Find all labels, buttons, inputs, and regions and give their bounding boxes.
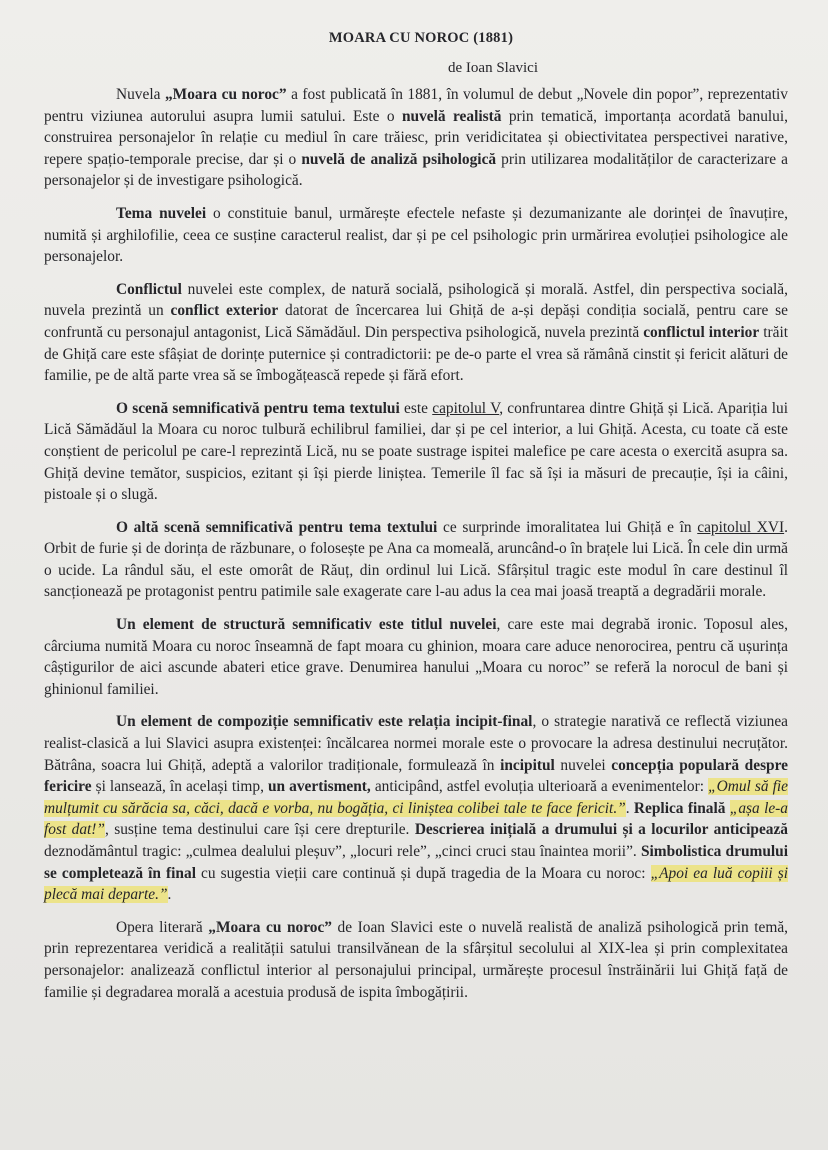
paragraph-scene-2 xyxy=(44,517,788,603)
bold-text: Descrierea inițială a drumului și a locurilor anticipează xyxy=(414,821,788,839)
paragraph-conclusion xyxy=(44,917,788,1003)
bold-text: Replica finală xyxy=(633,799,726,817)
bold-text: Simbolistica drumului se completează în final xyxy=(44,843,788,882)
text: nuvelei este complex, de natură socială, psihologică și morală. Astfel, din perspectiva socială, nuvela prezintă un xyxy=(44,280,788,320)
bold-text: nuvelă de analiză psihologică xyxy=(301,150,497,168)
highlighted-quote: „așa le-a fost dat!” xyxy=(44,799,788,839)
bold-text: conflict exterior xyxy=(170,302,279,320)
text: nuvelei xyxy=(554,756,612,774)
text: cu sugestia vieții care continuă și după tragedia de la Moara cu noroc: xyxy=(195,864,651,882)
underlined-text: capitolul XVI xyxy=(697,518,785,536)
text: , susține tema destinului care își cere drepturile. xyxy=(104,821,415,839)
text: prin tematică, importanța acordată banului, construirea personajelor în relație cu mediul în care trăiesc, prin veridicitatea și obiectivitatea perspectivei narative, repere spațio-temporale precise, dar și o xyxy=(44,107,789,168)
paragraph-conflict xyxy=(44,279,788,387)
text: o constituie banul, urmărește efectele nefaste și dezumanizante ale dorinței de înavuțire, numită și arghilofilie, ceea ce susține caracterul realist, dar și pe cel psihologic prin urmărirea evoluției psihologice ale personajelor. xyxy=(44,204,788,266)
text: . Orbit de furie și de dorința de răzbunare, o folosește pe Ana ca momeală, aruncând-o în brațele lui Lică. În cele din urmă o ucide. La rândul său, el este omorât de Răuț, din ordinul lui Lică. Sfârșitul tragic este modul în care destinul îl sancționează pe protagonist pentru patimile sale exagerate care l-au adus la cea mai joasă treaptă a degradării morale. xyxy=(44,518,788,601)
text: , care este mai degrabă ironic. Toposul ales, cârciuma numită Moara cu noroc înseamnă de fapt moara cu ghinion, moara care aduce nenorocirea, pentru că ușurința câștigurilor de aici ascunde abateri etice grave. Denumirea hanului „Moara cu noroc” se referă la norocul de bani și ghinionul familiei. xyxy=(44,616,788,698)
bold-text: un avertisment, xyxy=(267,778,371,796)
text: , o strategie narativă ce reflectă viziunea realist-clasică a lui Slavici asupra existenței: încălcarea normei morale este o provocare la adresa destinului necruțător. Bătrâna, soacra lui Ghiță, adeptă a valorilor tradiționale, formulează în xyxy=(44,713,788,774)
text: trăit de Ghiță care este sfâșiat de dorințe puternice și contradictorii: pe de-o parte el vrea să rămână cinstit și fericit alături de familie, pe de altă parte vrea să se îmbogățească repede și fără efort. xyxy=(44,323,788,385)
bold-text: conflictul interior xyxy=(643,323,760,341)
paragraph-intro xyxy=(44,84,788,192)
text: a fost publicată în 1881, în volumul de debut „Novele din popor”, reprezentativ pentru viziunea autorului asupra lumii satului. Este o xyxy=(44,86,788,125)
bold-text: O scenă semnificativă pentru tema textului xyxy=(116,399,400,417)
bold-text: O altă scenă semnificativă pentru tema textului xyxy=(116,518,438,536)
document-title: MOARA CU NOROC (1881) xyxy=(328,30,514,46)
text: . xyxy=(625,799,634,817)
text: și lansează, în același timp, xyxy=(91,778,268,796)
text: . xyxy=(167,886,172,904)
bold-text: Un element de compoziție semnificativ este relația incipit-final xyxy=(116,713,533,731)
highlighted-quote: „Omul să fie mulțumit cu sărăcia sa, căci, dacă e vorba, nu bogăția, ci liniștea colibei tale te face fericit.” xyxy=(44,778,788,817)
text: , confruntarea dintre Ghiță și Lică. Apariția lui Lică Sămădăul la Moara cu noroc tulbură echilibrul familiei, dar și pe cel interior, a lui Ghiță. Acesta, cu toate că este conștient de pericolul pe care-l reprezintă Lică, nu se poate sustrage ispitei malefice pe care acesta o exercită asupra sa. Ghiță devine temător, suspicios, ezitant și își pierde liniștea. Temerile îl fac să își ia măsuri de precauție, își ia câini, pistoale și o slugă. xyxy=(44,399,789,504)
paragraph-scene-1 xyxy=(44,398,788,506)
highlighted-quote: „Apoi ea luă copiii și plecă mai departe.” xyxy=(44,864,788,904)
bold-text: Un element de structură semnificativ este titlul nuvelei xyxy=(116,616,497,634)
text: prin utilizarea modalităților de caracterizare a personajelor și de investigare psihologică. xyxy=(44,150,788,190)
bold-text: „Moara cu noroc” xyxy=(164,86,287,103)
text: anticipând, astfel evoluția ulterioară a evenimentelor: xyxy=(370,778,709,796)
text: Nuvela xyxy=(116,86,165,103)
paragraph-incipit-final xyxy=(44,711,788,905)
paragraph-title-element xyxy=(44,614,788,700)
bold-text: Tema nuvelei xyxy=(116,204,207,222)
text: este xyxy=(399,399,433,417)
text: ce surprinde imoralitatea lui Ghiță e în xyxy=(437,518,698,536)
underlined-text: capitolul V xyxy=(432,399,500,417)
bold-text: „Moara cu noroc” xyxy=(208,918,332,936)
text: datorat de încercarea lui Ghiță de a-și depăși condiția socială, pentru care se confruntă cu personajul antagonist, Lică Sămădăul. Din perspectiva psihologică, nuvela prezintă xyxy=(44,302,788,341)
text: Opera literară xyxy=(116,918,209,936)
document-author: de Ioan Slavici xyxy=(448,60,538,76)
text: deznodământul tragic: „culmea dealului pleșuv”, „locuri rele”, „cinci cruci stau înaintea morii”. xyxy=(44,843,641,860)
bold-text: incipitul xyxy=(500,756,555,774)
paragraph-theme xyxy=(44,203,788,268)
bold-text: concepția populară despre fericire xyxy=(44,756,789,796)
bold-text: Conflictul xyxy=(116,280,182,298)
text: de Ioan Slavici este o nuvelă realistă de analiză psihologică prin temă, prin reprezentarea veridică a realității satului transilvănean de la sfârșitul secolului al XIX-lea și prin complexitatea personajelor: analizează conflictul interior al personajului principal, urmărește procesul înstrăinării lui Ghiță față de familie și degradarea morală a acestuia produsă de ispita îmbogățirii. xyxy=(44,918,788,1001)
bold-text: nuvelă realistă xyxy=(401,107,502,125)
